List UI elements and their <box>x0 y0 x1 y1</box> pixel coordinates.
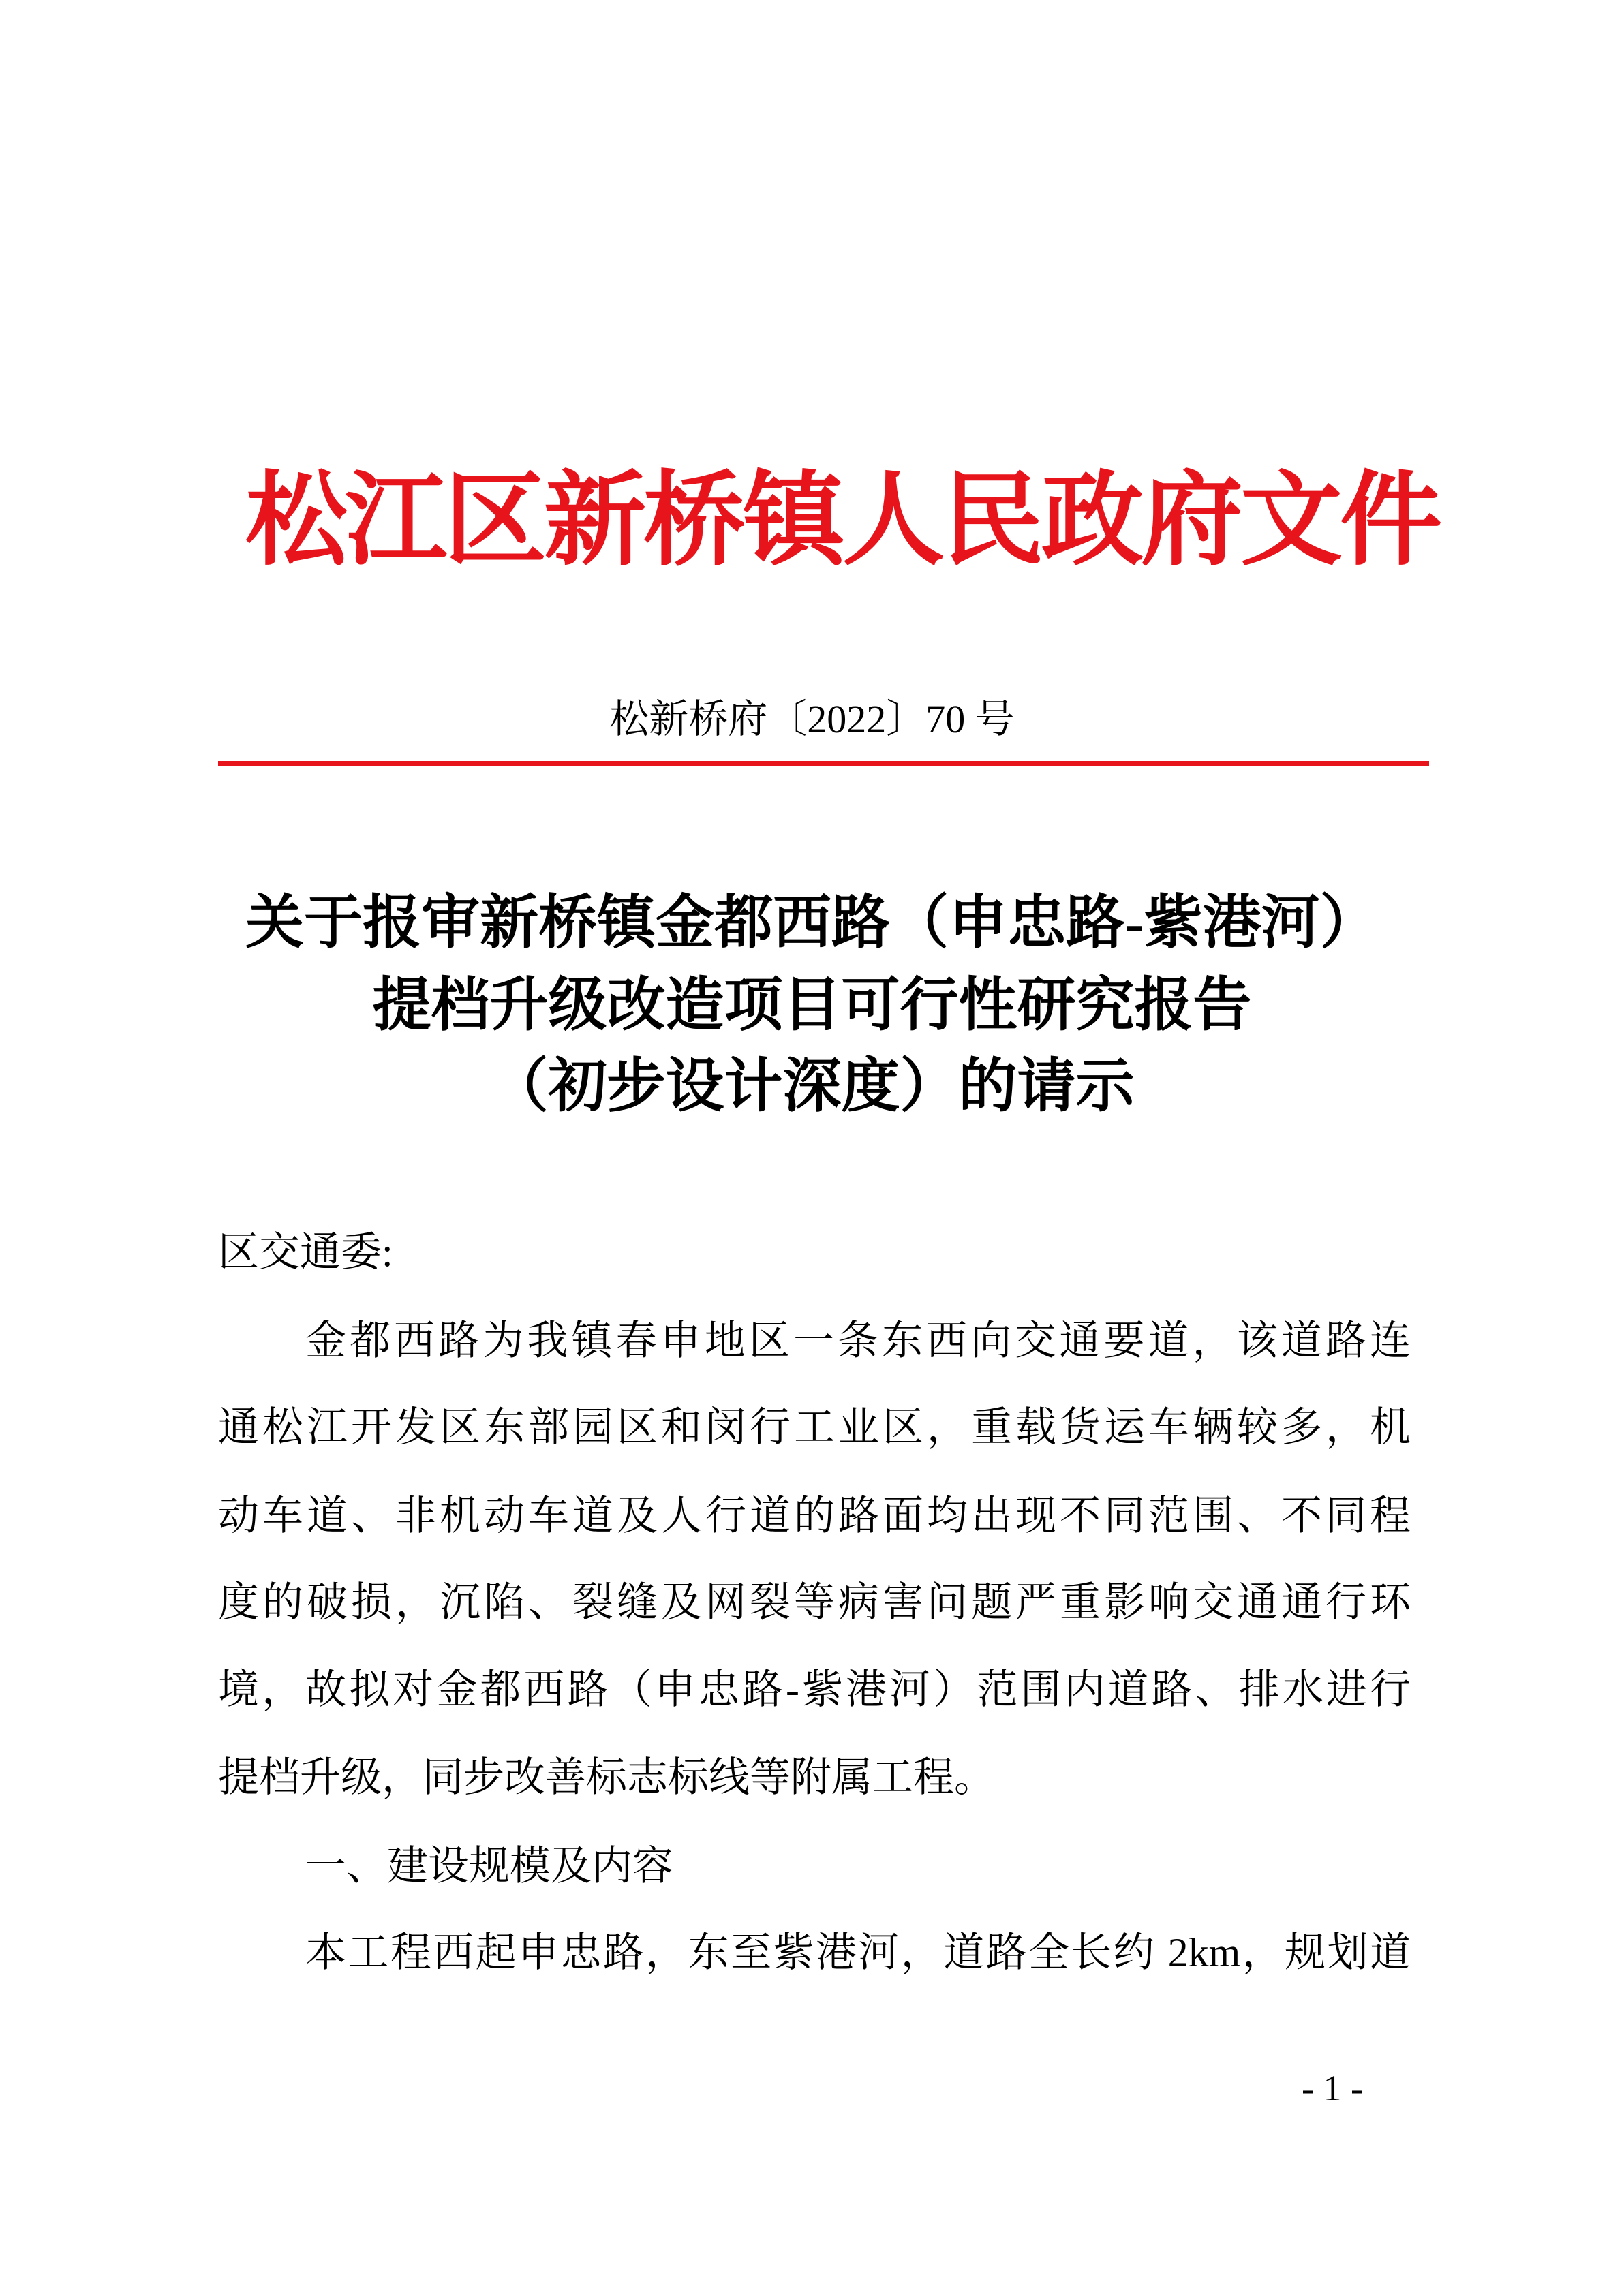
body-line: 通松江开发区东部园区和闵行工业区，重载货运车辆较多，机 <box>218 1405 1411 1450</box>
body-line: 本工程西起申忠路，东至紫港河，道路全长约 2km，规划道 <box>305 1930 1411 1975</box>
body-line: 金都西路为我镇春申地区一条东西向交通要道，该道路连 <box>305 1318 1411 1363</box>
document-title-line-2: 提档升级改造项目可行性研究报告 <box>372 972 1252 1038</box>
red-divider-line <box>218 761 1429 766</box>
document-masthead: 松江区新桥镇人民政府文件 <box>245 465 1440 578</box>
body-line: 境，故拟对金都西路（申忠路-紫港河）范围内道路、排水进行 <box>218 1667 1411 1712</box>
document-title-line-3: （初步设计深度）的请示 <box>489 1053 1135 1119</box>
body-line: 度的破损，沉陷、裂缝及网裂等病害问题严重影响交通通行环 <box>218 1580 1411 1625</box>
document-title-line-1: 关于报审新桥镇金都西路（申忠路-紫港河） <box>245 890 1379 955</box>
body-line: 提档升级，同步改善标志标线等附属工程。 <box>218 1755 995 1800</box>
page-number: - 1 - <box>1302 2068 1363 2109</box>
document-number: 松新桥府〔2022〕70 号 <box>609 697 1015 741</box>
body-line: 动车道、非机动车道及人行道的路面均出现不同范围、不同程 <box>218 1493 1411 1538</box>
addressee: 区交通委: <box>218 1230 393 1275</box>
section-heading: 一、建设规模及内容 <box>305 1844 673 1889</box>
